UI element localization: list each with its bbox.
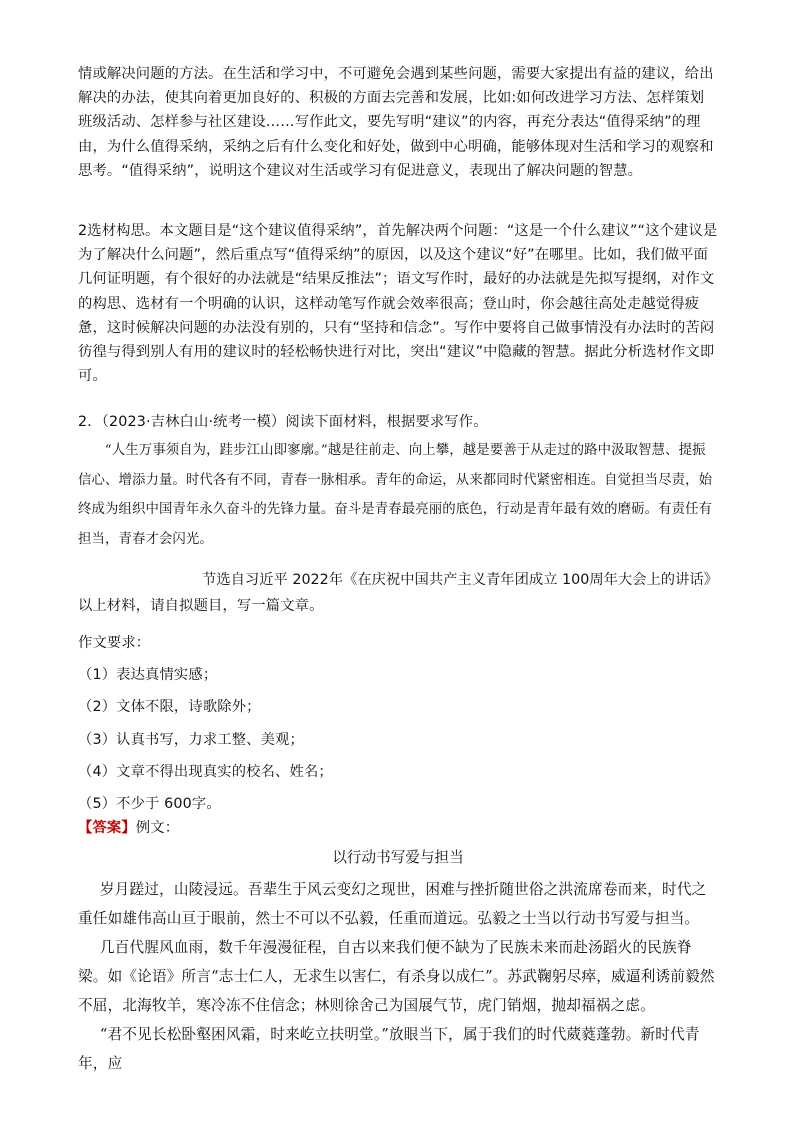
quote-block xyxy=(78,436,718,554)
requirement-item: （2）文体不限，诗歌除外； xyxy=(78,699,261,716)
answer-label: 【答案】 xyxy=(78,820,136,836)
question-header-text: 2．（2023·吉林白山·统考一模）阅读下面材料，根据要求写作。 xyxy=(78,414,488,430)
instruction-text: 以上材料，请自拟题目，写一篇文章。 xyxy=(78,598,324,614)
requirements-title: 作文要求： xyxy=(78,635,151,651)
answer-line xyxy=(78,816,718,840)
quote-source: 节选自习近平 2022年《在庆祝中国共产主义青年团成立 100周年大会上的讲话》 xyxy=(202,572,718,588)
intro-paragraph xyxy=(78,62,718,183)
essay-title: 以行动书写爱与担当 xyxy=(332,849,464,866)
material-text: 2选材构思。本文题目是“这个建议值得采纳”，首先解决两个问题：“这是一个什么建议”“这个建议是为了解决什么问题”，然后重点写“值得采纳”的原因，以及这个建议“好”在哪里。比如，我们做平面几何证明题，有个很好的办法就是“结果反推法”；语文写作时，最好的办法就是先拟写提纲，对作文的构思、选材有一个明确的认识，这样动笔写作就会效率很高；登山时，你会越往高处走越觉得疲惫，这时候解决问题的办法没有别的，只有“坚持和信念”。写作中要将自己做事情没有办法时的苦闷彷徨与得到别人有用的建议时的轻松畅快进行对比，突出“建议”中隐藏的智慧。据此分析选材作文即可。 xyxy=(78,223,718,385)
essay-paragraph: “君不见长松卧壑困风霜，时来屹立扶明堂。”放眼当下，属于我们的时代葳蕤蓬勃。新时代青年，应 xyxy=(78,1026,700,1072)
requirements xyxy=(78,627,718,820)
essay-paragraph: 几百代腥风血雨，数千年漫漫征程，自古以来我们便不缺为了民族未来而赴汤蹈火的民族脊梁。如《论语》所言“志士仁人，无求生以害仁，有杀身以成仁”。苏武鞠躬尽瘁，威逼利诱前毅然不屈，北海牧羊，寒冷冻不住信念；林则徐舍己为国展气节，虎门销烟，抛却福祸之虑。 xyxy=(78,939,715,1014)
requirement-item: （1）表达真情实感； xyxy=(78,667,218,684)
answer-text: 例文： xyxy=(135,820,180,836)
requirement-item: （3）认真书写，力求工整、美观； xyxy=(78,731,304,748)
essay-paragraph: 岁月蹉过，山陵浸远。吾辈生于风云变幻之现世，困难与挫折随世俗之洪流席卷而来，时代之重任如雄伟高山亘于眼前，然士不可以不弘毅，任重而道远。弘毅之士当以行动书写爱与担当。 xyxy=(78,881,707,927)
essay-body xyxy=(78,875,718,1078)
requirement-item: （4）文章不得出现真实的校名、姓名； xyxy=(78,763,333,780)
material-paragraph xyxy=(78,219,718,388)
quote-text: “人生万事须自为，跬步江山即寥廓。”越是往前走、向上攀，越是要善于从走过的路中汲取智慧、提振信心、增添力量。时代各有不同，青春一脉相承。青年的命运，从来都同时代紧密相连。自觉担当尽责，始终成为组织中国青年永久奋斗的先锋力量。奋斗是青春最亮丽的底色，行动是青年最有效的磨砺。有责任有担当，青春才会闪光。 xyxy=(78,443,713,547)
instruction xyxy=(78,594,718,618)
requirement-item: （5）不少于 600字。 xyxy=(78,796,221,813)
intro-text: 情或解决问题的方法。在生活和学习中，不可避免会遇到某些问题，需要大家提出有益的建议，给出解决的办法，使其向着更加良好的、积极的方面去完善和发展，比如:如何改进学习方法、怎样策划班级活动、怎样参与社区建设……写作此文，要先写明“建议”的内容，再充分表达“值得采纳”的理由，为什么值得采纳，采纳之后有什么变化和好处，做到中心明确，能够体现对生活和学习的观察和思考。“值得采纳”，说明这个建议对生活或学习有促进意义，表现出了解决问题的智慧。 xyxy=(78,66,714,179)
question-header xyxy=(78,410,718,434)
